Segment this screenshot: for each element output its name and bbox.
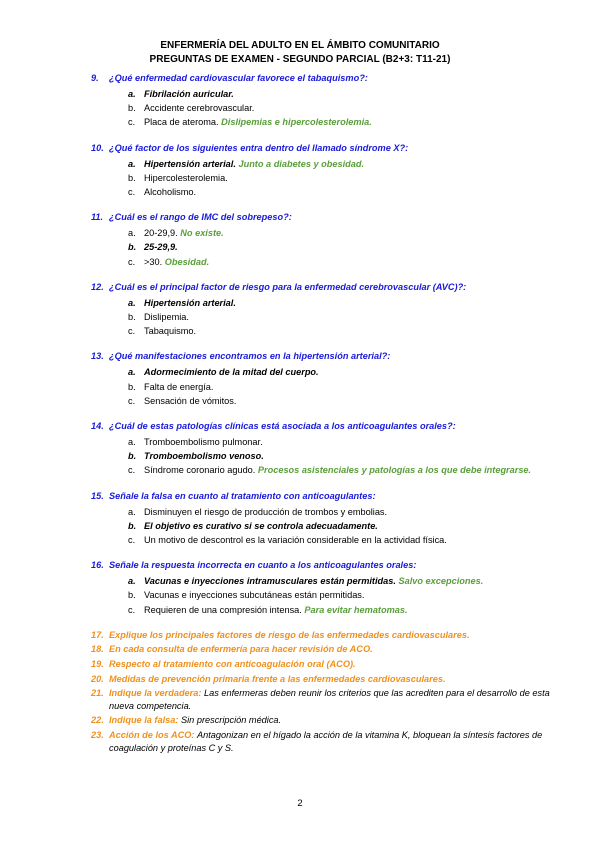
option-letter: c. [128,117,136,128]
question-label: Acción de los ACO: [109,730,195,741]
question-number: 17. [91,629,104,640]
question [91,211,561,224]
option-letter: b. [128,242,137,253]
option [91,603,561,617]
options-list [91,365,561,408]
open-question [91,729,561,754]
option [91,324,561,338]
question-text: ¿Cuál es el principal factor de riesgo para la enfermedad cerebrovascular (AVC)?: [109,281,467,292]
option-text: Tromboembolismo pulmonar. [144,437,263,448]
option [91,533,561,547]
option-note: Dislipemias e hipercolesterolemia. [221,117,372,128]
option-letter: c. [128,395,136,406]
option-letter: c. [128,326,136,337]
question [91,142,561,155]
option [91,226,561,240]
option-text: Adormecimiento de la mitad del cuerpo. [144,367,319,378]
answer-text: Las enfermeras deben reunir los criterios que las acrediten para el desarrollo de esta nueva competencia. [109,688,550,711]
option-letter: b. [128,590,136,601]
page-number: 2 [297,798,303,809]
option-letter: a. [128,437,136,448]
option [91,588,561,602]
option-text: Hipertensión arterial. [144,297,236,308]
option [91,101,561,115]
header-title: ENFERMERÍA DEL ADULTO EN EL ÁMBITO COMUNITARIO [160,40,440,51]
question-number: 9. [91,73,99,83]
question-label: Explique los principales factores de riesgo de las enfermedades cardiovasculares. [109,629,470,640]
option-correct [91,87,561,101]
question-number: 16. [91,560,104,571]
question-number: 22. [91,715,104,726]
question-number: 11. [91,212,104,223]
option-text: Falta de energía. [144,381,214,392]
option [91,310,561,324]
option-text: Placa de ateroma. [144,117,219,128]
option-note: Para evitar hematomas. [304,604,408,615]
option-letter: c. [128,604,136,615]
question-number: 12. [91,281,104,292]
option [91,185,561,199]
option-correct [91,240,561,254]
option-text: Tromboembolismo venoso. [144,451,264,462]
option-text: Vacunas e inyecciones subcutáneas están permitidas. [144,590,365,601]
question-label: Indique la falsa: [109,715,179,726]
option-letter: c. [128,187,136,198]
option-correct [91,157,561,171]
question-number: 13. [91,351,104,362]
option-text: Síndrome coronario agudo. [144,465,256,476]
question [91,281,561,294]
option-text: 20-29,9. [144,228,178,239]
option-letter: c. [128,535,136,546]
option-letter: b. [128,451,137,462]
open-question [91,629,561,642]
option-text: Hipertensión arterial. [144,158,236,169]
options-list [91,226,561,269]
option-text: Un motivo de descontrol es la variación considerable en la actividad física. [144,535,447,546]
option-letter: a. [128,367,136,378]
option-text: Requieren de una compresión intensa. [144,604,302,615]
options-list [91,574,561,617]
question [91,350,561,363]
options-list [91,505,561,548]
option-letter: a. [128,297,136,308]
option [91,380,561,394]
option-text: Vacunas e inyecciones intramusculares están permitidas. [144,576,396,587]
question-number: 21. [91,688,104,699]
document-header [0,39,600,67]
option-correct [91,365,561,379]
option-text: 25-29,9. [144,242,178,253]
question-text: Señale la respuesta incorrecta en cuanto a los anticoagulantes orales: [109,560,417,571]
question-text: ¿Qué factor de los siguientes entra dentro del llamado síndrome X?: [109,142,409,153]
option-letter: b. [128,172,136,183]
option [91,435,561,449]
question-number: 19. [91,659,104,670]
question-label: En cada consulta de enfermería para hacer revisión de ACO. [109,644,373,655]
options-list [91,157,561,200]
option-text: Fibrilación auricular. [144,89,234,99]
option-letter: c. [128,256,136,267]
options-list [91,296,561,339]
question-number: 18. [91,644,104,655]
question-number: 23. [91,730,104,741]
question [91,72,561,85]
open-question [91,687,561,712]
answer-text: Sin prescripción médica. [181,715,282,726]
option-letter: c. [128,465,136,476]
question-number: 14. [91,421,104,432]
option-correct [91,519,561,533]
open-question [91,658,561,671]
open-question [91,673,561,686]
option-text: Tabaquismo. [144,326,197,337]
questions-list [91,72,561,756]
open-questions [91,629,561,754]
option-letter: a. [128,158,136,169]
option [91,171,561,185]
question-label: Medidas de prevención primaria frente a las enfermedades cardiovasculares. [109,673,446,684]
option-note: Salvo excepciones. [398,576,484,587]
option-letter: a. [128,576,136,587]
answer-text: Antagonizan en el hígado la acción de la vitamina K, bloquean la síntesis factores de coagulación y proteínas C y S. [109,730,543,753]
open-question [91,643,561,656]
option [91,505,561,519]
option-correct [91,574,561,588]
options-list [91,435,561,478]
option-text: El objetivo es curativo si se controla adecuadamente. [144,520,378,531]
header-subtitle: PREGUNTAS DE EXAMEN - SEGUNDO PARCIAL (B2+3: T11-21) [149,54,451,65]
option-letter: a. [128,506,136,517]
option-correct [91,296,561,310]
option-correct [91,449,561,463]
option-letter: a. [128,89,136,99]
question-number: 15. [91,490,104,501]
question-number: 20. [91,673,104,684]
question-label: Indique la verdadera: [109,688,202,699]
option-note: Junto a diabetes y obesidad. [238,158,365,169]
option-text: >30. [144,256,163,267]
option-note: Procesos asistenciales y patologías a los que debe integrarse. [257,465,532,476]
option-text: Hipercolesterolemia. [144,172,228,183]
question-text: ¿Qué manifestaciones encontramos en la hipertensión arterial?: [109,351,391,362]
option-text: Accidente cerebrovascular. [144,103,255,114]
question-number: 10. [91,142,104,153]
option-letter: b. [128,103,136,114]
open-question [91,714,561,727]
option [91,394,561,408]
option [91,463,561,477]
option-text: Alcoholismo. [144,187,197,198]
option-note: Obesidad. [164,256,210,267]
option [91,115,561,129]
question-text: ¿Qué enfermedad cardiovascular favorece el tabaquismo?: [109,73,368,83]
question-text: Señale la falsa en cuanto al tratamiento con anticoagulantes: [109,490,376,501]
options-list [91,87,561,130]
option-text: Sensación de vómitos. [144,395,237,406]
option-letter: b. [128,520,137,531]
option-note: No existe. [180,228,224,239]
question-text: ¿Cuál es el rango de IMC del sobrepeso?: [109,212,292,223]
option-letter: a. [128,228,136,239]
question-text: ¿Cuál de estas patologías clínicas está asociada a los anticoagulantes orales?: [109,421,456,432]
question [91,490,561,503]
question [91,420,561,433]
question-label: Respecto al tratamiento con anticoagulación oral (ACO). [109,659,356,670]
question [91,559,561,572]
option-text: Dislipemia. [144,312,189,323]
option [91,255,561,269]
option-letter: b. [128,381,136,392]
option-text: Disminuyen el riesgo de producción de trombos y embolias. [144,506,388,517]
option-letter: b. [128,312,136,323]
